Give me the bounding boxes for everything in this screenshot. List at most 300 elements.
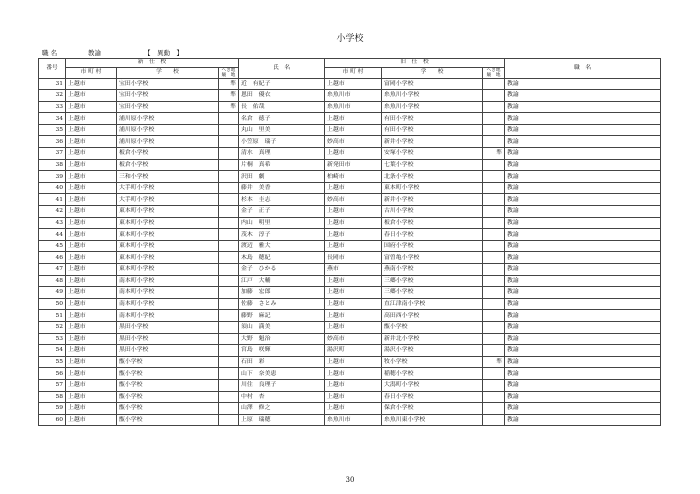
old-remote-mark	[483, 333, 505, 345]
old-school: 新井北小学校	[382, 333, 483, 345]
header-position: 職 名	[505, 59, 661, 79]
page-number: 30	[345, 476, 355, 484]
new-city: 上越市	[66, 113, 117, 125]
position: 教諭	[505, 206, 661, 218]
position: 教諭	[505, 101, 661, 113]
new-remote-mark	[219, 345, 239, 357]
old-city: 上越市	[325, 240, 382, 252]
new-city: 上越市	[66, 414, 117, 426]
teacher-name: 清水 真理	[239, 148, 325, 160]
new-city: 上越市	[66, 321, 117, 333]
header-old-remote-l1: へき地	[486, 67, 501, 73]
old-school: 春日小学校	[382, 391, 483, 403]
teacher-name: 佐藤 さとみ	[239, 298, 325, 310]
old-remote-mark	[483, 391, 505, 403]
new-city: 上越市	[66, 368, 117, 380]
old-city: 糸魚川市	[325, 414, 382, 426]
position: 教諭	[505, 194, 661, 206]
new-remote-mark	[219, 206, 239, 218]
table-body	[39, 78, 661, 426]
old-city: 上越市	[325, 298, 382, 310]
old-remote-mark	[483, 264, 505, 276]
old-school: 直江津南小学校	[382, 298, 483, 310]
old-city: 上越市	[325, 275, 382, 287]
old-remote-mark	[483, 345, 505, 357]
old-school: 稲穂小学校	[382, 368, 483, 380]
row-number: 49	[39, 287, 66, 299]
new-city: 上越市	[66, 275, 117, 287]
table-row	[39, 333, 661, 345]
old-school: 甑小学校	[382, 321, 483, 333]
teacher-name: 宮島 咲輝	[239, 345, 325, 357]
position: 教諭	[505, 391, 661, 403]
row-number: 35	[39, 124, 66, 136]
table-row	[39, 136, 661, 148]
header-new-remote	[219, 67, 239, 78]
table-row	[39, 252, 661, 264]
old-city: 妙高市	[325, 136, 382, 148]
row-number: 60	[39, 414, 66, 426]
new-remote-mark	[219, 321, 239, 333]
position: 教諭	[505, 217, 661, 229]
teacher-name: 沢田 劇	[239, 171, 325, 183]
table-row	[39, 275, 661, 287]
new-school: 南本町小学校	[117, 310, 219, 322]
old-school: 富曽亀小学校	[382, 252, 483, 264]
position: 教諭	[505, 124, 661, 136]
teacher-name: 金子 ひかる	[239, 264, 325, 276]
old-school: 有田小学校	[382, 124, 483, 136]
new-school: 東本町小学校	[117, 217, 219, 229]
table-row	[39, 78, 661, 90]
table-row	[39, 113, 661, 125]
header-new-remote-l2: 級 地	[221, 72, 236, 78]
old-school: 有田小学校	[382, 113, 483, 125]
table-row	[39, 310, 661, 322]
new-city: 上越市	[66, 252, 117, 264]
position: 教諭	[505, 264, 661, 276]
new-city: 上越市	[66, 391, 117, 403]
new-city: 上越市	[66, 310, 117, 322]
old-remote-mark	[483, 403, 505, 415]
row-number: 46	[39, 252, 66, 264]
new-city: 上越市	[66, 148, 117, 160]
position: 教諭	[505, 159, 661, 171]
caption-kind: 【 異動 】	[144, 49, 183, 57]
old-city: 上越市	[325, 310, 382, 322]
header-old-city: 市 町 村	[325, 67, 382, 78]
table-row	[39, 321, 661, 333]
table-row	[39, 264, 661, 276]
old-city: 上越市	[325, 182, 382, 194]
old-school: 新井小学校	[382, 194, 483, 206]
position: 教諭	[505, 379, 661, 391]
teacher-name: 山澤 修之	[239, 403, 325, 415]
old-school: 北条小学校	[382, 171, 483, 183]
row-number: 33	[39, 101, 66, 113]
old-remote-mark	[483, 240, 505, 252]
table-row	[39, 148, 661, 160]
new-school: 宝田小学校	[117, 101, 219, 113]
teacher-name: 茂木 淳子	[239, 229, 325, 241]
row-number: 51	[39, 310, 66, 322]
old-school: 燕南小学校	[382, 264, 483, 276]
header-new-remote-l1: へき地	[221, 67, 236, 73]
row-number: 47	[39, 264, 66, 276]
table-row	[39, 298, 661, 310]
old-school: 板倉小学校	[382, 217, 483, 229]
new-remote-mark	[219, 391, 239, 403]
table-row	[39, 391, 661, 403]
old-school: 糸魚川小学校	[382, 101, 483, 113]
row-number: 53	[39, 333, 66, 345]
old-city: 妙高市	[325, 194, 382, 206]
new-school: 大手町小学校	[117, 194, 219, 206]
position: 教諭	[505, 333, 661, 345]
header-new-group: 新 任 校	[66, 59, 239, 68]
old-city: 糸魚川市	[325, 90, 382, 102]
new-school: 東本町小学校	[117, 252, 219, 264]
transfer-table	[38, 58, 661, 426]
table-row	[39, 356, 661, 368]
row-number: 31	[39, 78, 66, 90]
new-remote-mark	[219, 217, 239, 229]
old-city: 上越市	[325, 379, 382, 391]
teacher-name: 渡辺 雅大	[239, 240, 325, 252]
old-remote-mark	[483, 182, 505, 194]
row-number: 52	[39, 321, 66, 333]
new-city: 上越市	[66, 194, 117, 206]
page-title: 小学校	[336, 34, 364, 44]
new-remote-mark	[219, 240, 239, 252]
header-old-school: 学 校	[382, 67, 483, 78]
new-remote-mark: 準	[219, 101, 239, 113]
new-remote-mark	[219, 171, 239, 183]
teacher-name: 須山 満美	[239, 321, 325, 333]
table-row	[39, 403, 661, 415]
old-city: 湯沢町	[325, 345, 382, 357]
teacher-name: 小笠原 瑞子	[239, 136, 325, 148]
row-number: 59	[39, 403, 66, 415]
old-school: 七葉小学校	[382, 159, 483, 171]
table-row	[39, 345, 661, 357]
new-remote-mark	[219, 229, 239, 241]
old-remote-mark	[483, 217, 505, 229]
new-school: 黒田小学校	[117, 333, 219, 345]
position: 教諭	[505, 240, 661, 252]
old-city: 上越市	[325, 321, 382, 333]
table-row	[39, 206, 661, 218]
new-school: 東本町小学校	[117, 264, 219, 276]
table-row	[39, 90, 661, 102]
new-school: 甑小学校	[117, 379, 219, 391]
new-school: 南本町小学校	[117, 287, 219, 299]
old-school: 新井小学校	[382, 136, 483, 148]
new-school: 南本町小学校	[117, 298, 219, 310]
new-school: 南本町小学校	[117, 275, 219, 287]
row-number: 43	[39, 217, 66, 229]
new-school: 板倉小学校	[117, 159, 219, 171]
new-school: 浦川原小学校	[117, 124, 219, 136]
row-number: 39	[39, 171, 66, 183]
old-remote-mark	[483, 368, 505, 380]
teacher-name: 長 佑哉	[239, 101, 325, 113]
row-number: 44	[39, 229, 66, 241]
header-old-group: 旧 任 校	[325, 59, 505, 68]
old-school: 高田西小学校	[382, 310, 483, 322]
old-city: 上越市	[325, 368, 382, 380]
teacher-name: 恩田 優衣	[239, 90, 325, 102]
old-school: 富岡小学校	[382, 78, 483, 90]
old-school: 東本町小学校	[382, 182, 483, 194]
row-number: 40	[39, 182, 66, 194]
new-city: 上越市	[66, 229, 117, 241]
new-school: 黒田小学校	[117, 321, 219, 333]
old-school: 安塚小学校	[382, 148, 483, 160]
new-school: 甑小学校	[117, 368, 219, 380]
teacher-name: 加藤 宏郎	[239, 287, 325, 299]
header-old-remote	[483, 67, 505, 78]
old-city: 燕市	[325, 264, 382, 276]
header-row-group	[39, 59, 661, 68]
table-row	[39, 414, 661, 426]
old-remote-mark	[483, 136, 505, 148]
new-city: 上越市	[66, 403, 117, 415]
row-number: 55	[39, 356, 66, 368]
new-school: 黒田小学校	[117, 345, 219, 357]
old-remote-mark	[483, 287, 505, 299]
old-school: 糸魚川東小学校	[382, 414, 483, 426]
old-remote-mark	[483, 171, 505, 183]
new-remote-mark	[219, 113, 239, 125]
position: 教諭	[505, 275, 661, 287]
position: 教諭	[505, 287, 661, 299]
old-remote-mark	[483, 101, 505, 113]
old-remote-mark	[483, 252, 505, 264]
new-remote-mark	[219, 194, 239, 206]
old-remote-mark	[483, 124, 505, 136]
new-remote-mark	[219, 310, 239, 322]
new-city: 上越市	[66, 356, 117, 368]
row-number: 32	[39, 90, 66, 102]
header-new-city: 市 町 村	[66, 67, 117, 78]
table-row	[39, 171, 661, 183]
old-school: 春日小学校	[382, 229, 483, 241]
new-school: 東本町小学校	[117, 229, 219, 241]
old-remote-mark	[483, 379, 505, 391]
old-remote-mark	[483, 275, 505, 287]
new-city: 上越市	[66, 124, 117, 136]
position: 教諭	[505, 78, 661, 90]
old-city: 糸魚川市	[325, 101, 382, 113]
new-remote-mark	[219, 252, 239, 264]
new-remote-mark	[219, 298, 239, 310]
table-row	[39, 287, 661, 299]
teacher-name: 大野 魁治	[239, 333, 325, 345]
table-row	[39, 194, 661, 206]
old-school: 三郷小学校	[382, 275, 483, 287]
position: 教諭	[505, 310, 661, 322]
new-school: 甑小学校	[117, 414, 219, 426]
table-row	[39, 159, 661, 171]
new-school: 東本町小学校	[117, 240, 219, 252]
old-school: 牧小学校	[382, 356, 483, 368]
row-number: 50	[39, 298, 66, 310]
position: 教諭	[505, 368, 661, 380]
row-number: 58	[39, 391, 66, 403]
old-city: 上越市	[325, 229, 382, 241]
old-city: 長岡市	[325, 252, 382, 264]
old-school: 保倉小学校	[382, 403, 483, 415]
row-number: 42	[39, 206, 66, 218]
new-city: 上越市	[66, 379, 117, 391]
new-city: 上越市	[66, 240, 117, 252]
table-row	[39, 101, 661, 113]
teacher-name: 金子 正子	[239, 206, 325, 218]
old-remote-mark	[483, 321, 505, 333]
row-number: 34	[39, 113, 66, 125]
old-school: 大潟町小学校	[382, 379, 483, 391]
old-city: 上越市	[325, 206, 382, 218]
new-remote-mark	[219, 264, 239, 276]
caption-post: 教諭	[88, 49, 101, 57]
old-school: 古川小学校	[382, 206, 483, 218]
position: 教諭	[505, 345, 661, 357]
new-city: 上越市	[66, 171, 117, 183]
old-city: 上越市	[325, 113, 382, 125]
old-school: 湯沢小学校	[382, 345, 483, 357]
old-remote-mark	[483, 194, 505, 206]
old-city: 上越市	[325, 124, 382, 136]
old-school: 三郷小学校	[382, 287, 483, 299]
teacher-name: 山下 奈美恵	[239, 368, 325, 380]
new-remote-mark: 準	[219, 78, 239, 90]
teacher-name: 丸山 里美	[239, 124, 325, 136]
teacher-name: 内山 明里	[239, 217, 325, 229]
new-school: 甑小学校	[117, 391, 219, 403]
teacher-name: 中村 杏	[239, 391, 325, 403]
row-number: 57	[39, 379, 66, 391]
new-city: 上越市	[66, 287, 117, 299]
row-number: 45	[39, 240, 66, 252]
header-new-school: 学 校	[117, 67, 219, 78]
position: 教諭	[505, 136, 661, 148]
old-remote-mark: 準	[483, 356, 505, 368]
new-city: 上越市	[66, 333, 117, 345]
row-number: 36	[39, 136, 66, 148]
row-number: 54	[39, 345, 66, 357]
table-row	[39, 368, 661, 380]
position: 教諭	[505, 113, 661, 125]
position: 教諭	[505, 148, 661, 160]
new-city: 上越市	[66, 136, 117, 148]
table-row	[39, 217, 661, 229]
position: 教諭	[505, 252, 661, 264]
new-city: 上越市	[66, 182, 117, 194]
old-remote-mark	[483, 206, 505, 218]
new-school: 宝田小学校	[117, 78, 219, 90]
teacher-name: 片桐 真希	[239, 159, 325, 171]
teacher-name: 上原 瑞穂	[239, 414, 325, 426]
row-number: 37	[39, 148, 66, 160]
new-school: 浦川原小学校	[117, 136, 219, 148]
teacher-name: 石田 彩	[239, 356, 325, 368]
new-city: 上越市	[66, 159, 117, 171]
row-number: 48	[39, 275, 66, 287]
header-number: 番号	[39, 59, 66, 79]
new-remote-mark	[219, 333, 239, 345]
old-city: 上越市	[325, 287, 382, 299]
position: 教諭	[505, 298, 661, 310]
position: 教諭	[505, 414, 661, 426]
new-remote-mark	[219, 287, 239, 299]
new-city: 上越市	[66, 90, 117, 102]
position: 教諭	[505, 356, 661, 368]
new-school: 宝田小学校	[117, 90, 219, 102]
old-city: 上越市	[325, 403, 382, 415]
new-remote-mark	[219, 403, 239, 415]
new-city: 上越市	[66, 78, 117, 90]
new-remote-mark	[219, 148, 239, 160]
position: 教諭	[505, 321, 661, 333]
new-school: 東本町小学校	[117, 206, 219, 218]
table-row	[39, 379, 661, 391]
teacher-name: 川住 良理子	[239, 379, 325, 391]
old-city: 妙高市	[325, 333, 382, 345]
new-city: 上越市	[66, 206, 117, 218]
old-remote-mark	[483, 298, 505, 310]
new-remote-mark	[219, 124, 239, 136]
old-city: 柏崎市	[325, 171, 382, 183]
new-city: 上越市	[66, 345, 117, 357]
new-remote-mark	[219, 159, 239, 171]
new-remote-mark	[219, 182, 239, 194]
new-school: 浦川原小学校	[117, 113, 219, 125]
new-city: 上越市	[66, 264, 117, 276]
new-remote-mark	[219, 379, 239, 391]
new-school: 三和小学校	[117, 171, 219, 183]
old-city: 上越市	[325, 148, 382, 160]
row-number: 41	[39, 194, 66, 206]
position: 教諭	[505, 229, 661, 241]
row-number: 56	[39, 368, 66, 380]
position: 教諭	[505, 182, 661, 194]
new-remote-mark	[219, 136, 239, 148]
table-row	[39, 124, 661, 136]
teacher-name: 藤井 美香	[239, 182, 325, 194]
old-remote-mark	[483, 310, 505, 322]
teacher-name: 藤野 麻記	[239, 310, 325, 322]
header-name: 氏 名	[239, 59, 325, 79]
caption	[42, 48, 183, 57]
position: 教諭	[505, 90, 661, 102]
teacher-name: 江戸 大輔	[239, 275, 325, 287]
old-school: 糸魚川小学校	[382, 90, 483, 102]
old-city: 新発田市	[325, 159, 382, 171]
new-city: 上越市	[66, 101, 117, 113]
old-remote-mark	[483, 159, 505, 171]
new-school: 大手町小学校	[117, 182, 219, 194]
old-city: 上越市	[325, 391, 382, 403]
old-remote-mark	[483, 229, 505, 241]
old-remote-mark	[483, 414, 505, 426]
position: 教諭	[505, 171, 661, 183]
table-row	[39, 240, 661, 252]
teacher-name: 名倉 徳子	[239, 113, 325, 125]
new-school: 板倉小学校	[117, 148, 219, 160]
table-row	[39, 182, 661, 194]
new-city: 上越市	[66, 217, 117, 229]
